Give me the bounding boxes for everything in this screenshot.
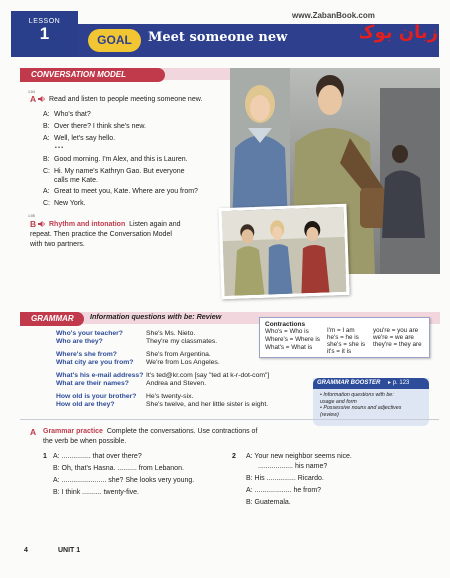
contraction-item: I'm = I am: [327, 327, 355, 334]
grammar-question: How old is your brother?: [56, 393, 137, 400]
instruction-b-line2: repeat. Then practice the Conversation Model: [30, 231, 172, 238]
grammar-title: Information questions with be: Review: [90, 312, 222, 321]
instruction-b-line1: Rhythm and intonation Listen again and: [49, 221, 181, 228]
instruction-b-line3: with two partners.: [30, 241, 85, 248]
watermark-logo: [360, 18, 440, 44]
booster-item: usage and form: [320, 398, 357, 405]
practice-instruction-line1: Grammar practice Complete the conversations. Use contractions of: [43, 428, 258, 435]
grammar-question: Who are they?: [56, 338, 103, 345]
exercise-line: B: His ............... Ricardo.: [246, 475, 324, 482]
contraction-item: What's = What is: [265, 344, 313, 351]
section-divider: [20, 419, 439, 420]
exercise-line: B: I think .......... twenty-five.: [53, 489, 139, 496]
audio-track-a: 1:04: [28, 90, 35, 94]
exercise-line: B: Guatemala.: [246, 499, 291, 506]
audio-track-b: 1:05: [28, 214, 35, 218]
grammar-question: What's his e-mail address?: [56, 372, 144, 379]
conversation-model-tag: CONVERSATION MODEL: [20, 68, 165, 82]
grammar-answer: We're from Los Angeles.: [146, 359, 220, 366]
contraction-item: they're = they are: [373, 341, 422, 348]
conversation-line: A: Great to meet you, Kate. Where are you from?: [43, 188, 198, 195]
exercise-number: 1: [43, 453, 47, 460]
grammar-booster-title: GRAMMAR BOOSTER: [317, 380, 381, 386]
page-number: 4: [24, 547, 28, 554]
small-photo: [218, 204, 349, 299]
speaker-icon[interactable]: [38, 95, 46, 103]
contraction-item: we're = we are: [373, 334, 414, 341]
lesson-label: LESSON: [28, 18, 61, 25]
grammar-tag: GRAMMAR: [20, 312, 84, 326]
exercise-number: 2: [232, 453, 236, 460]
conversation-separator: • • •: [55, 145, 64, 151]
grammar-question: Where's she from?: [56, 351, 117, 358]
lesson-number: 1: [39, 24, 50, 43]
grammar-question: How old are they?: [56, 401, 115, 408]
exercise-line: A: Your new neighbor seems nice.: [246, 453, 352, 460]
lesson-badge: [11, 11, 78, 57]
step-letter-b: B: [30, 219, 37, 229]
contraction-item: Where's = Where is: [265, 336, 320, 343]
grammar-answer: She's twelve, and her little sister is eight.: [146, 401, 269, 408]
unit-label: UNIT 1: [58, 547, 81, 554]
conversation-line: C: Hi. My name's Kathryn Gao. But everyone: [43, 168, 185, 175]
exercise-line: A: ....................... she? She looks very young.: [53, 477, 195, 484]
speaker-icon[interactable]: [38, 220, 46, 228]
contraction-item: he's = he is: [327, 334, 359, 341]
contraction-item: she's = she is: [327, 341, 366, 348]
booster-item: (review): [320, 411, 339, 418]
goal-title: Meet someone new: [148, 30, 288, 45]
grammar-answer: She's from Argentina.: [146, 351, 211, 358]
grammar-question: What are their names?: [56, 380, 129, 387]
step-letter-practice: A: [30, 427, 37, 437]
grammar-answer: Andrea and Steven.: [146, 380, 207, 387]
exercise-line: A: ................... he from?: [246, 487, 322, 494]
booster-item: • Possessive nouns and adjectives: [320, 405, 402, 411]
conversation-line: C: New York.: [43, 200, 86, 207]
watermark-url: www.ZabanBook.com: [292, 11, 375, 20]
grammar-answer: She's Ms. Nieto.: [146, 330, 196, 337]
conversation-line: calls me Kate.: [54, 177, 98, 184]
goal-pill: GOAL: [88, 29, 141, 52]
grammar-answer: He's twenty-six.: [146, 393, 194, 400]
contraction-item: you're = you are: [373, 327, 419, 334]
conversation-line: B: Good morning. I'm Alex, and this is Lauren.: [43, 156, 188, 163]
conversation-line: B: Over there? I think she's new.: [43, 123, 146, 130]
contraction-item: Who's = Who is: [265, 328, 309, 335]
exercise-line: B: Oh, that's Hasna. .......... from Lebanon.: [53, 465, 184, 472]
conversation-line: A: Who's that?: [43, 111, 91, 118]
grammar-answer: It's ted@kr.com [say "ted at k-r-dot-com"]: [146, 372, 270, 379]
instruction-a: Read and listen to people meeting someone new.: [49, 96, 203, 103]
grammar-question: Who's your teacher?: [56, 330, 123, 337]
contractions-title: Contractions: [265, 321, 306, 328]
grammar-booster-header[interactable]: [313, 378, 429, 389]
watermark-logo-text: زبان بوک: [360, 22, 438, 43]
booster-item: • Information questions with be:: [320, 392, 394, 398]
contractions-box: [259, 317, 430, 358]
step-letter-a: A: [30, 94, 37, 104]
exercise-line: A: ............... that over there?: [53, 453, 142, 460]
exercise-line: .................. his name?: [258, 463, 328, 470]
contraction-item: it's = it is: [327, 348, 352, 355]
grammar-answer: They're my classmates.: [146, 338, 218, 345]
grammar-question: What city are you from?: [56, 359, 134, 366]
grammar-booster-page: ▸ p. 123: [388, 380, 410, 386]
practice-instruction-line2: the verb be when possible.: [43, 438, 127, 445]
conversation-line: A: Well, let's say hello.: [43, 135, 116, 142]
